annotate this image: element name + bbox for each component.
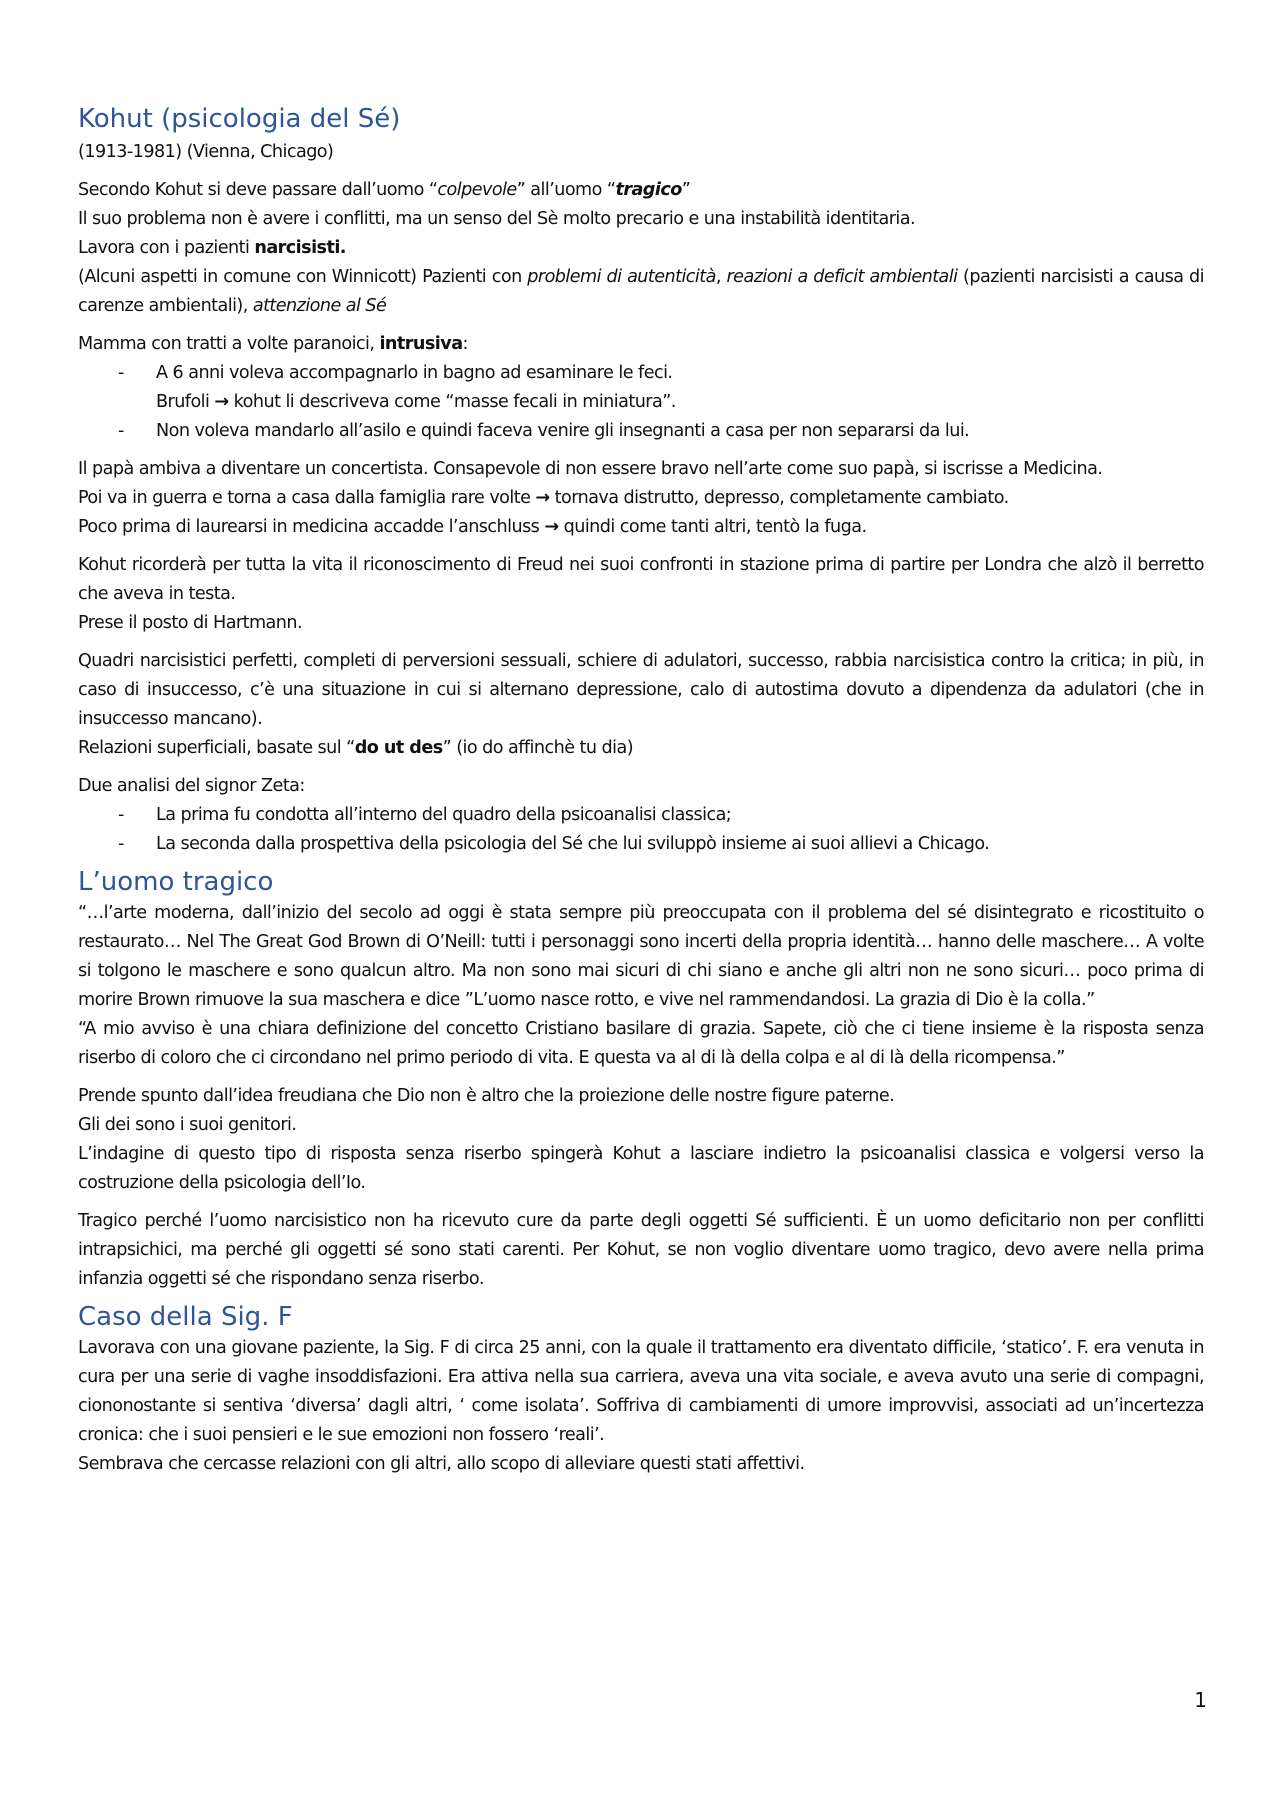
father-section [78,455,1204,542]
tragico-p3: L’indagine di questo tipo di risposta senza riserbo spingerà Kohut a lasciare indietro la psicoanalisi classica e volgersi verso la costruzione della psicologia dell’Io. [78,1144,1204,1193]
tragico-p2: Gli dei sono i suoi genitori. [78,1115,297,1135]
arrow-right-icon: → [214,392,229,412]
tragico-section [78,899,1204,1294]
zeta-title: Due analisi del signor Zeta: [78,776,305,796]
intro-line-4: (Alcuni aspetti in comune con Winnicott) Pazienti con problemi di autenticità, reazioni a deficit ambientali (pazienti narcisisti a causa di carenze ambientali), attenzione al Sé [78,267,1204,316]
caso-p1: Lavorava con una giovane paziente, la Sig. F di circa 25 anni, con la quale il trattamento era diventato difficile, ‘statico’. F. era venuta in cura per una serie di vaghe insoddisfazioni. Era attiva nella sua carriera, aveva una vita sociale, e aveva avuto una serie di compagni, ciononostante si sentiva ‘diversa’ dagli altri, ‘ come isolata’. Soffriva di cambiamenti di umore improvvisi, associati ad un’incertezza cronica: che i suoi pensieri e le sue emozioni non fossero ‘reali’. [78,1338,1204,1445]
mother-list [78,359,1204,446]
tragico-p4: Tragico perché l’uomo narcisistico non ha ricevuto cure da parte degli oggetti Sé sufficienti. È un uomo deficitario non per conflitti intrapsichici, ma perché gli oggetti sé sono stati carenti. Per Kohut, se non voglio diventare uomo tragico, devo avere nella prima infanzia oggetti sé che rispondano senza riserbo. [78,1211,1204,1289]
intro-line-3: Lavora con i pazienti narcisisti. [78,238,346,258]
father-line-3: Poco prima di laurearsi in medicina accadde l’anschluss → quindi come tanti altri, tentò la fuga. [78,517,867,537]
mother-section [78,330,1204,446]
list-item: - Non voleva mandarlo all’asilo e quindi faceva venire gli insegnanti a casa per non separarsi da lui. [118,421,970,441]
father-line-2: Poi va in guerra e torna a casa dalla famiglia rare volte → tornava distrutto, depresso, completamente cambiato. [78,488,1009,508]
tragico-quote-2: “A mio avviso è una chiara definizione del concetto Cristiano basilare di grazia. Sapete, ciò che ci tiene insieme è la risposta senza riserbo di coloro che ci circondano nel primo periodo di vita. E questa va al di là della colpa e al di là della ricompensa.” [78,1019,1204,1068]
freud-line-1: Kohut ricorderà per tutta la vita il riconoscimento di Freud nei suoi confronti in stazione prima di partire per Londra che alzò il berretto che aveva in testa. [78,555,1204,604]
tragico-quote-1: “…l’arte moderna, dall’inizio del secolo ad oggi è stata sempre più preoccupata con il problema del sé disintegrato e ricostituito o restaurato… Nel The Great God Brown di O’Neill: tutti i personaggi sono incerti della propria identità… hanno delle maschere… A volte si tolgono le maschere e sono qualcun altro. Ma non sono mai sicuri di chi siano e anche gli altri non ne sono sicuri… poco prima di morire Brown rimuove la sua maschera e dice ”L’uomo nasce rotto, e vive nel rammendandosi. La grazia di Dio è la colla.” [78,903,1204,1010]
arrow-right-icon: → [535,488,550,508]
quadri-line-2: Relazioni superficiali, basate sul “do ut des” (io do affinchè tu dia) [78,738,634,758]
mother-title: Mamma con tratti a volte paranoici, intrusiva: [78,334,468,354]
dates-line: (1913-1981) (Vienna, Chicago) [78,142,334,162]
intro-line-1: Secondo Kohut si deve passare dall’uomo “colpevole” all’uomo “tragico” [78,180,691,200]
heading-kohut: Kohut (psicologia del Sé) [78,104,401,134]
arrow-right-icon: → [544,517,559,537]
list-item: - A 6 anni voleva accompagnarlo in bagno ad esaminare le feci. [118,363,673,383]
freud-line-2: Prese il posto di Hartmann. [78,613,303,633]
freud-section [78,551,1204,638]
zeta-list [78,801,1204,859]
heading-caso-sig-f: Caso della Sig. F [78,1302,293,1332]
quadri-line-1: Quadri narcisistici perfetti, completi di perversioni sessuali, schiere di adulatori, successo, rabbia narcisistica contro la critica; in più, in caso di insuccesso, c’è una situazione in cui si alternano depressione, calo di autostima dovuto a dipendenza da adulatori (che in insuccesso mancano). [78,651,1204,729]
caso-p2: Sembrava che cercasse relazioni con gli altri, allo scopo di alleviare questi stati affettivi. [78,1454,805,1474]
intro-section [78,176,1204,321]
intro-line-2: Il suo problema non è avere i conflitti, ma un senso del Sè molto precario e una instabilità identitaria. [78,209,916,229]
father-line-1: Il papà ambiva a diventare un concertista. Consapevole di non essere bravo nell’arte come suo papà, si iscrisse a Medicina. [78,459,1103,479]
heading-uomo-tragico: L’uomo tragico [78,867,274,897]
caso-section [78,1334,1204,1479]
list-item: - La prima fu condotta all’interno del quadro della psicoanalisi classica; [118,805,732,825]
list-item-continuation: Brufoli → kohut li descriveva come “masse fecali in miniatura”. [156,392,676,412]
document-page [78,96,1204,1479]
quadri-section [78,647,1204,763]
page-number: 1 [1194,1688,1207,1712]
zeta-section [78,772,1204,859]
list-item: - La seconda dalla prospettiva della psicologia del Sé che lui sviluppò insieme ai suoi allievi a Chicago. [118,834,990,854]
tragico-p1: Prende spunto dall’idea freudiana che Dio non è altro che la proiezione delle nostre figure paterne. [78,1086,895,1106]
